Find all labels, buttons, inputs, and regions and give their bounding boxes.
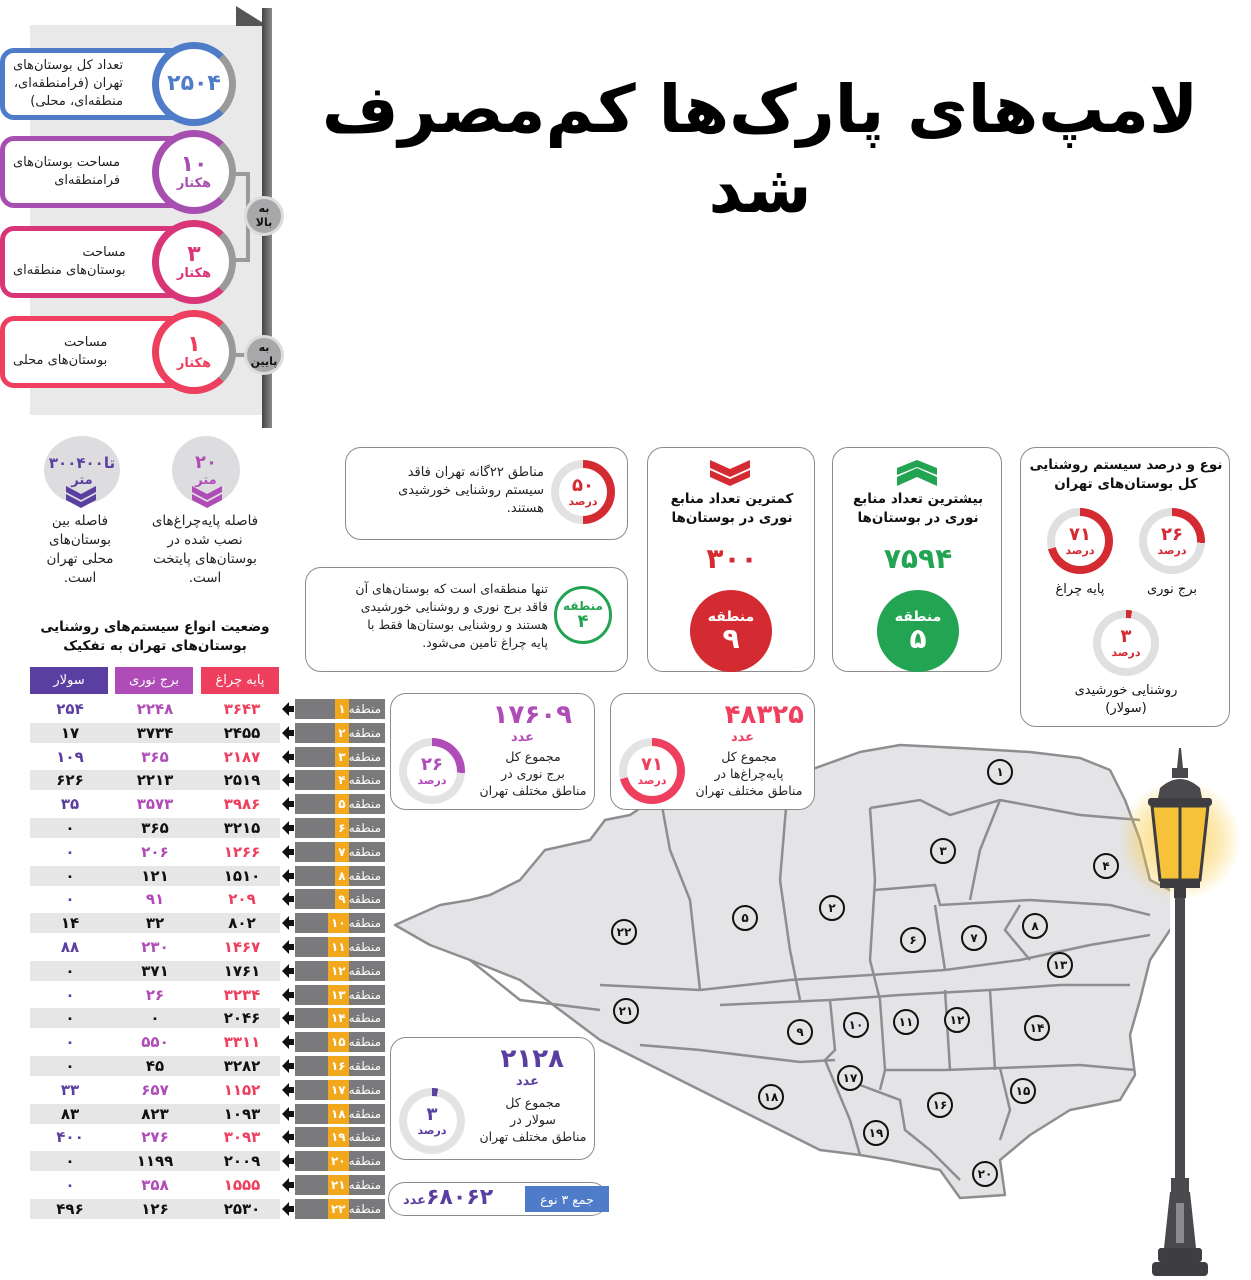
- least-lights-title: کمترین تعداد منابع نوری در بوستان‌ها: [670, 491, 794, 526]
- chevron-down-icon: [710, 460, 750, 486]
- arrow-left-icon: [282, 702, 294, 716]
- district-label: منطقه ۱۲: [295, 961, 385, 981]
- table-row: [30, 792, 380, 816]
- park-distance-circle: ۳۰۰تا۴۰۰ متر: [44, 436, 120, 504]
- solar-cell: ۳۳: [60, 1080, 80, 1099]
- light-tower-cell: ۱۲۶: [141, 1199, 169, 1218]
- grand-total-pill: [388, 1182, 608, 1216]
- arrow-left-icon: [282, 1059, 294, 1073]
- light-tower-cell: ۰: [150, 1009, 160, 1028]
- grand-total-label: جمع ۳ نوع: [525, 1186, 609, 1212]
- district-marker: ۸: [1022, 913, 1048, 939]
- no-solar-box: [345, 447, 628, 540]
- light-tower-cell: ۲۲۱۳: [136, 771, 174, 790]
- table-row: [30, 1102, 380, 1126]
- arrow-left-icon: [282, 1202, 294, 1216]
- district-marker: ۲۱: [613, 998, 639, 1024]
- lamp-distance-circle: ۲۰ متر: [172, 436, 240, 504]
- regional-area-card: مساحت بوستان‌های منطقه‌ای: [0, 226, 215, 298]
- regional-ring: ۳ هکتار: [152, 220, 236, 304]
- table-row: [30, 864, 380, 888]
- solar-total-unit: عدد: [515, 1074, 539, 1089]
- table-row: [30, 1173, 380, 1197]
- down-direction-badge: به پایین: [244, 335, 284, 375]
- most-lights-value: ۷۵۹۴: [883, 542, 953, 575]
- lamp-post-cell: ۱۷۶۱: [223, 961, 261, 980]
- district-label: منطقه ۱۷: [295, 1080, 385, 1100]
- arrow-left-icon: [282, 845, 294, 859]
- solar-total-value: ۲۱۲۸: [500, 1044, 564, 1074]
- lamp-post-cell: ۳۲۱۵: [223, 819, 261, 837]
- solar-cell: ۰: [65, 1152, 75, 1171]
- lamp-post-total-box: [610, 693, 815, 810]
- solar-cell: ۴۹۶: [56, 1199, 84, 1218]
- table-row: [30, 697, 380, 721]
- most-region-badge: منطقه ۵: [877, 590, 959, 672]
- light-tower-cell: ۳۵۷۳: [136, 795, 174, 814]
- lamp-post-cell: ۲۵۱۹: [223, 771, 261, 790]
- light-tower-cell: ۳۶۵: [141, 747, 169, 766]
- solar-cell: ۰: [65, 890, 75, 909]
- district-marker: ۱۳: [1047, 952, 1073, 978]
- solar-cell: ۰: [65, 842, 75, 861]
- header-solar: سولار: [30, 667, 108, 694]
- table-row: [30, 1078, 380, 1102]
- light-tower-cell: ۵۵۰: [141, 1033, 169, 1052]
- lamp-post-cell: ۲۱۸۷: [223, 747, 261, 766]
- lamp-post-cell: ۱۵۱۰: [223, 866, 261, 885]
- arrow-left-icon: [282, 892, 294, 906]
- arrow-left-icon: [282, 1107, 294, 1121]
- district-marker: ۱: [987, 759, 1013, 785]
- light-tower-cell: ۶۵۷: [141, 1080, 169, 1099]
- solar-cell: ۰: [65, 866, 75, 885]
- trans-regional-ring: ۱۰ هکتار: [152, 130, 236, 214]
- district-marker: ۲۰: [972, 1161, 998, 1187]
- district-label: منطقه ۳: [295, 747, 385, 767]
- lamp-post-cell: ۳۹۸۶: [223, 795, 261, 814]
- arrow-left-icon: [282, 1011, 294, 1025]
- arrow-left-icon: [282, 750, 294, 764]
- solar-cell: ۲۵۴: [56, 700, 84, 718]
- district-label: منطقه ۶: [295, 818, 385, 838]
- arrow-left-icon: [282, 1035, 294, 1049]
- region4-ring: منطقه ۴: [554, 586, 612, 644]
- table-row: [30, 1125, 380, 1149]
- solar-cell: ۰: [65, 1057, 75, 1075]
- district-label: منطقه ۲۱: [295, 1175, 385, 1195]
- arrow-left-icon: [282, 773, 294, 787]
- solar-percent-ring-total: ۳ درصد: [399, 1088, 465, 1154]
- solar-cell: ۰: [65, 1033, 75, 1052]
- arrow-left-icon: [282, 869, 294, 883]
- district-label: منطقه ۱۴: [295, 1008, 385, 1028]
- table-row: [30, 911, 380, 935]
- total-parks-ring: ۲۵۰۴: [152, 42, 236, 126]
- table-row: [30, 935, 380, 959]
- lamp-post-cell: ۳۶۴۳: [223, 700, 261, 718]
- lamp-post-total-value: ۴۸۳۲۵: [724, 700, 804, 730]
- district-label: منطقه ۱۳: [295, 985, 385, 1005]
- most-lights-box: [832, 447, 1002, 672]
- lamp-post-cell: ۲۰۰۹: [223, 1152, 261, 1171]
- district-label: منطقه ۱۶: [295, 1056, 385, 1076]
- solar-cell: ۰: [65, 985, 75, 1004]
- light-tower-cell: ۴۵: [145, 1057, 165, 1075]
- light-tower-total-text: مجموع کل برج نوری در مناطق مختلف تهران: [479, 749, 587, 798]
- district-marker: ۶: [900, 927, 926, 953]
- arrow-left-icon: [282, 916, 294, 930]
- district-marker: ۱۹: [863, 1120, 889, 1146]
- district-marker: ۱۸: [758, 1084, 784, 1110]
- lamp-post-cell: ۲۵۳۰: [223, 1199, 261, 1218]
- lamp-post-cell: ۱۰۹۳: [223, 1104, 261, 1123]
- chevron-down-icon: [192, 486, 222, 508]
- table-row: [30, 887, 380, 911]
- street-lamp-icon: [1130, 748, 1230, 1278]
- district-marker: ۵: [732, 905, 758, 931]
- lamp-label: پایه چراغ: [1055, 582, 1105, 597]
- light-tower-cell: ۲۰۶: [141, 842, 169, 861]
- arrow-left-icon: [282, 964, 294, 978]
- lamp-post-cell: ۲۰۴۶: [223, 1009, 261, 1028]
- district-marker: ۹: [787, 1019, 813, 1045]
- solar-cell: ۴۰۰: [56, 1128, 84, 1147]
- solar-cell: ۰: [65, 1009, 75, 1028]
- chevron-up-icon: [897, 460, 937, 486]
- solar-cell: ۰: [65, 819, 75, 837]
- lamp-post-cell: ۱۱۵۲: [223, 1080, 261, 1099]
- lamp-post-cell: ۲۴۵۵: [223, 723, 261, 742]
- light-tower-cell: ۳۲: [145, 914, 165, 933]
- lamp-post-cell: ۳۲۳۴: [223, 985, 261, 1004]
- light-tower-cell: ۳۷۳۴: [136, 723, 174, 742]
- table-row: [30, 721, 380, 745]
- table-row: [30, 1149, 380, 1173]
- solar-cell: ۱۴: [60, 914, 80, 933]
- solar-label: روشنایی خورشیدی (سولار): [1074, 683, 1178, 716]
- light-tower-cell: ۳۷۱: [141, 961, 169, 980]
- district-label: منطقه ۲۲: [295, 1199, 385, 1219]
- district-label: منطقه ۲: [295, 723, 385, 743]
- light-tower-cell: ۲۷۶: [141, 1128, 169, 1147]
- district-marker: ۴: [1093, 853, 1119, 879]
- arrow-left-icon: [282, 988, 294, 1002]
- up-direction-badge: به بالا: [244, 196, 284, 236]
- table-title: وضعیت انواع سیستم‌های روشنایی بوستان‌های تهران به تفکیک: [40, 619, 270, 654]
- region4-text: تنها منطقه‌ای است که بوستان‌های آن فاقد برج نوری و روشنایی خورشیدی هستند و روشنایی بوستان‌ها فقط با پایه چراغ تامین می‌شود.: [355, 581, 548, 650]
- park-distance-text: فاصله بین بوستان‌های محلی تهران است.: [46, 513, 114, 586]
- district-label: منطقه ۵: [295, 794, 385, 814]
- district-marker: ۲۲: [611, 919, 637, 945]
- solar-cell: ۱۰۹: [56, 747, 84, 766]
- solar-cell: ۳۵: [60, 795, 80, 814]
- local-ring: ۱ هکتار: [152, 310, 236, 394]
- table-row: [30, 1197, 380, 1221]
- lighting-share-box: [1020, 447, 1230, 727]
- lighting-share-title: نوع و درصد سیستم روشنایی کل بوستان‌های تهران: [1029, 457, 1223, 492]
- lamp-post-total-text: مجموع کل پایه‌چراغ‌ها در مناطق مختلف تهران: [695, 749, 803, 798]
- table-row: [30, 1030, 380, 1054]
- district-marker: ۲: [819, 895, 845, 921]
- arrow-left-icon: [282, 821, 294, 835]
- light-tower-cell: ۱۱۹۹: [136, 1152, 174, 1171]
- least-lights-value: ۳۰۰: [706, 542, 758, 575]
- arrow-left-icon: [282, 797, 294, 811]
- district-label: منطقه ۸: [295, 866, 385, 886]
- table-row: [30, 983, 380, 1007]
- no-solar-text: مناطق ۲۲گانه تهران فاقد سیستم روشنایی خورشیدی هستند.: [398, 465, 544, 516]
- light-tower-cell: ۲۲۴۸: [136, 700, 174, 718]
- table-row: [30, 959, 380, 983]
- table-row: [30, 1006, 380, 1030]
- light-tower-cell: ۹۱: [145, 890, 165, 909]
- district-marker: ۱۴: [1024, 1015, 1050, 1041]
- district-marker: ۱۵: [1010, 1078, 1036, 1104]
- district-label: منطقه ۴: [295, 770, 385, 790]
- lamp-post-cell: ۸۰۲: [228, 914, 256, 933]
- trans-regional-area-card: مساحت بوستان‌های فرامنطقه‌ای: [0, 136, 215, 208]
- least-region-badge: منطقه ۹: [690, 590, 772, 672]
- header-light-tower: برج نوری: [115, 667, 193, 694]
- district-marker: ۱۷: [837, 1065, 863, 1091]
- solar-total-box: [390, 1037, 595, 1160]
- light-tower-percent-ring: ۲۶ درصد: [399, 738, 465, 804]
- district-label: منطقه ۱۰: [295, 913, 385, 933]
- table-row: [30, 745, 380, 769]
- district-label: منطقه ۱۱: [295, 937, 385, 957]
- light-tower-cell: ۸۲۳: [141, 1104, 169, 1123]
- light-tower-total-value: ۱۷۶۰۹: [492, 700, 572, 730]
- tower-label: برج نوری: [1146, 582, 1198, 597]
- light-tower-cell: ۱۲۱: [141, 866, 169, 885]
- header-lamp-post: پایه چراغ: [201, 667, 279, 694]
- district-label: منطقه ۲۰: [295, 1151, 385, 1171]
- district-marker: ۳: [930, 838, 956, 864]
- solar-total-text: مجموع کل سولار در مناطق مختلف تهران: [479, 1095, 587, 1144]
- light-tower-total-unit: عدد: [510, 730, 534, 745]
- district-label: منطقه ۹: [295, 889, 385, 909]
- lamp-post-cell: ۳۰۹۳: [223, 1128, 261, 1147]
- light-tower-cell: ۳۵۸: [141, 1176, 169, 1194]
- table-row: [30, 1054, 380, 1078]
- district-label: منطقه ۷: [295, 842, 385, 862]
- arrow-left-icon: [282, 1154, 294, 1168]
- district-label: منطقه ۱۸: [295, 1104, 385, 1124]
- tower-percent-ring: ۲۶ درصد: [1139, 508, 1205, 574]
- arrow-left-icon: [282, 726, 294, 740]
- district-marker: ۱۰: [843, 1012, 869, 1038]
- lamp-post-cell: ۱۴۶۷: [223, 938, 261, 956]
- solar-cell: ۸۳: [60, 1104, 80, 1123]
- total-parks-card: تعداد کل بوستان‌های تهران (فرامنطقه‌ای، منطقه‌ای، محلی): [0, 48, 215, 120]
- lamp-post-cell: ۲۰۹: [228, 890, 256, 909]
- light-tower-cell: ۲۳۰: [141, 938, 169, 956]
- lamp-post-total-unit: عدد: [730, 730, 754, 745]
- solar-percent-ring: ۳ درصد: [1093, 610, 1159, 676]
- district-marker: ۱۶: [927, 1092, 953, 1118]
- table-row: [30, 816, 380, 840]
- chevron-down-icon: [66, 486, 96, 508]
- district-marker: ۷: [961, 925, 987, 951]
- solar-cell: ۸۸: [60, 938, 80, 956]
- district-label: منطقه ۱: [295, 699, 385, 719]
- lamp-distance-text: فاصله پایه‌چراغ‌های نصب شده در بوستان‌های پایتخت است.: [151, 513, 259, 586]
- fifty-percent-ring: ۵۰ درصد: [551, 460, 615, 524]
- table-row: [30, 768, 380, 792]
- solar-cell: ۶۲۶: [56, 771, 84, 790]
- district-marker: ۱۲: [944, 1007, 970, 1033]
- lamp-percent-ring: ۷۱ درصد: [1047, 508, 1113, 574]
- district-marker: ۱۱: [893, 1009, 919, 1035]
- light-tower-cell: ۲۶: [145, 985, 165, 1004]
- lamp-post-percent-ring: ۷۱ درصد: [619, 738, 685, 804]
- local-area-card: مساحت بوستان‌های محلی: [0, 316, 215, 388]
- lamp-post-cell: ۱۲۶۶: [223, 842, 261, 861]
- lamp-post-cell: ۳۳۱۱: [223, 1033, 261, 1052]
- light-tower-total-box: [390, 693, 595, 810]
- grand-total-value: ۶۸۰۶۲عدد: [403, 1185, 494, 1210]
- arrow-left-icon: [282, 940, 294, 954]
- arrow-left-icon: [282, 1130, 294, 1144]
- most-lights-title: بیشترین تعداد منابع نوری در بوستان‌ها: [852, 491, 984, 526]
- solar-cell: ۰: [65, 961, 75, 980]
- solar-cell: ۱۷: [60, 723, 80, 742]
- lamp-post-cell: ۱۵۵۵: [223, 1176, 261, 1194]
- district-label: منطقه ۱۵: [295, 1032, 385, 1052]
- least-lights-box: [647, 447, 815, 672]
- arrow-left-icon: [282, 1083, 294, 1097]
- solar-cell: ۰: [65, 1176, 75, 1194]
- lamp-post-cell: ۳۲۸۲: [223, 1057, 261, 1075]
- arrow-left-icon: [282, 1178, 294, 1192]
- page-title: لامپ‌های پارک‌ها کم‌مصرف شد: [321, 71, 1199, 228]
- district-label: منطقه ۱۹: [295, 1127, 385, 1147]
- light-tower-cell: ۳۶۵: [141, 819, 169, 837]
- table-row: [30, 840, 380, 864]
- region4-box: [305, 567, 628, 672]
